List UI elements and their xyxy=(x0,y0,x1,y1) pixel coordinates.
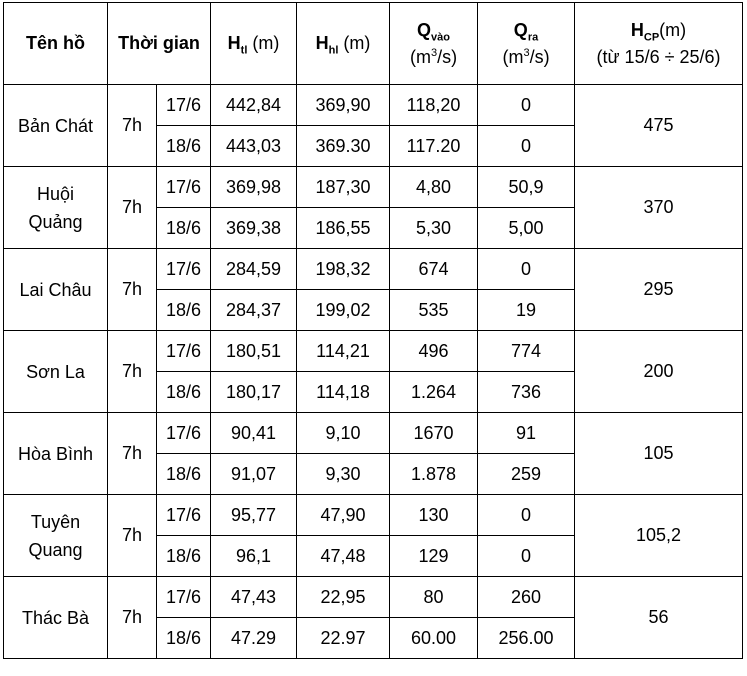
qvao-cell: 117.20 xyxy=(390,126,478,167)
qra-cell: 0 xyxy=(478,536,575,577)
htl-cell: 180,51 xyxy=(211,331,297,372)
date-cell: 18/6 xyxy=(157,290,211,331)
col-header-ten-ho: Tên hồ xyxy=(4,3,108,85)
date-cell: 18/6 xyxy=(157,126,211,167)
date-cell: 17/6 xyxy=(157,85,211,126)
table-row xyxy=(4,85,743,126)
col-header-thoi-gian: Thời gian xyxy=(108,3,211,85)
qvao-cell: 674 xyxy=(390,249,478,290)
col-header-hcp: $H_{CP}(m)$ (từ 15/6 ÷ 25/6) xyxy=(575,3,743,85)
table-row xyxy=(4,495,743,536)
date-cell: 18/6 xyxy=(157,208,211,249)
qvao-cell: 1.264 xyxy=(390,372,478,413)
htl-cell: 369,98 xyxy=(211,167,297,208)
hhl-cell: 199,02 xyxy=(297,290,390,331)
col-header-hhl: $H_{hl}$ (m) xyxy=(297,3,390,85)
time-cell: 7h xyxy=(108,577,157,659)
reservoir-name: Huội Quảng xyxy=(4,167,108,249)
htl-cell: 369,38 xyxy=(211,208,297,249)
qra-cell: 259 xyxy=(478,454,575,495)
qvao-cell: 129 xyxy=(390,536,478,577)
date-cell: 17/6 xyxy=(157,577,211,618)
time-cell: 7h xyxy=(108,413,157,495)
qvao-cell: 118,20 xyxy=(390,85,478,126)
qra-cell: 19 xyxy=(478,290,575,331)
col-header-qra: $Q_{ra}$ $(m^3/s)$ xyxy=(478,3,575,85)
reservoir-name: Thác Bà xyxy=(4,577,108,659)
htl-cell: 284,37 xyxy=(211,290,297,331)
reservoir-name: Tuyên Quang xyxy=(4,495,108,577)
date-cell: 17/6 xyxy=(157,249,211,290)
htl-cell: 442,84 xyxy=(211,85,297,126)
qra-cell: 256.00 xyxy=(478,618,575,659)
time-cell: 7h xyxy=(108,331,157,413)
table-row xyxy=(4,167,743,208)
hhl-cell: 187,30 xyxy=(297,167,390,208)
htl-cell: 284,59 xyxy=(211,249,297,290)
hcp-cell: 200 xyxy=(575,331,743,413)
hhl-cell: 186,55 xyxy=(297,208,390,249)
qvao-cell: 60.00 xyxy=(390,618,478,659)
hhl-cell: 114,21 xyxy=(297,331,390,372)
qvao-cell: 535 xyxy=(390,290,478,331)
reservoir-name: Hòa Bình xyxy=(4,413,108,495)
qra-cell: 0 xyxy=(478,495,575,536)
qvao-cell: 80 xyxy=(390,577,478,618)
qvao-cell: 130 xyxy=(390,495,478,536)
date-cell: 18/6 xyxy=(157,536,211,577)
reservoir-name: Sơn La xyxy=(4,331,108,413)
htl-cell: 443,03 xyxy=(211,126,297,167)
hcp-cell: 370 xyxy=(575,167,743,249)
date-cell: 18/6 xyxy=(157,618,211,659)
qvao-cell: 496 xyxy=(390,331,478,372)
htl-cell: 47,43 xyxy=(211,577,297,618)
hhl-cell: 22.97 xyxy=(297,618,390,659)
hhl-cell: 22,95 xyxy=(297,577,390,618)
qra-cell: 91 xyxy=(478,413,575,454)
qra-cell: 0 xyxy=(478,126,575,167)
reservoir-table xyxy=(3,2,743,659)
hhl-cell: 47,90 xyxy=(297,495,390,536)
hhl-cell: 9,30 xyxy=(297,454,390,495)
qra-cell: 774 xyxy=(478,331,575,372)
hcp-cell: 105 xyxy=(575,413,743,495)
qra-cell: 0 xyxy=(478,85,575,126)
col-header-qvao: $Q_{vào}$ $(m^3/s)$ xyxy=(390,3,478,85)
qra-cell: 0 xyxy=(478,249,575,290)
header-row xyxy=(4,3,743,85)
time-cell: 7h xyxy=(108,167,157,249)
qra-cell: 736 xyxy=(478,372,575,413)
hhl-cell: 198,32 xyxy=(297,249,390,290)
hhl-cell: 114,18 xyxy=(297,372,390,413)
table-row xyxy=(4,413,743,454)
htl-cell: 95,77 xyxy=(211,495,297,536)
time-cell: 7h xyxy=(108,495,157,577)
htl-cell: 96,1 xyxy=(211,536,297,577)
qvao-cell: 1.878 xyxy=(390,454,478,495)
date-cell: 17/6 xyxy=(157,167,211,208)
hhl-cell: 369.30 xyxy=(297,126,390,167)
hcp-cell: 105,2 xyxy=(575,495,743,577)
qra-cell: 5,00 xyxy=(478,208,575,249)
date-cell: 18/6 xyxy=(157,454,211,495)
qvao-cell: 4,80 xyxy=(390,167,478,208)
qvao-cell: 5,30 xyxy=(390,208,478,249)
date-cell: 17/6 xyxy=(157,495,211,536)
hhl-cell: 47,48 xyxy=(297,536,390,577)
qra-cell: 260 xyxy=(478,577,575,618)
date-cell: 18/6 xyxy=(157,372,211,413)
htl-cell: 91,07 xyxy=(211,454,297,495)
hhl-cell: 9,10 xyxy=(297,413,390,454)
date-cell: 17/6 xyxy=(157,413,211,454)
hhl-cell: 369,90 xyxy=(297,85,390,126)
col-header-htl: $H_{tl}$ (m) xyxy=(211,3,297,85)
htl-cell: 180,17 xyxy=(211,372,297,413)
time-cell: 7h xyxy=(108,249,157,331)
reservoir-name: Bản Chát xyxy=(4,85,108,167)
table-row xyxy=(4,249,743,290)
hcp-cell: 295 xyxy=(575,249,743,331)
date-cell: 17/6 xyxy=(157,331,211,372)
table-row xyxy=(4,331,743,372)
hcp-cell: 475 xyxy=(575,85,743,167)
table-row xyxy=(4,577,743,618)
qra-cell: 50,9 xyxy=(478,167,575,208)
hcp-cell: 56 xyxy=(575,577,743,659)
time-cell: 7h xyxy=(108,85,157,167)
reservoir-name: Lai Châu xyxy=(4,249,108,331)
htl-cell: 47.29 xyxy=(211,618,297,659)
qvao-cell: 1670 xyxy=(390,413,478,454)
htl-cell: 90,41 xyxy=(211,413,297,454)
